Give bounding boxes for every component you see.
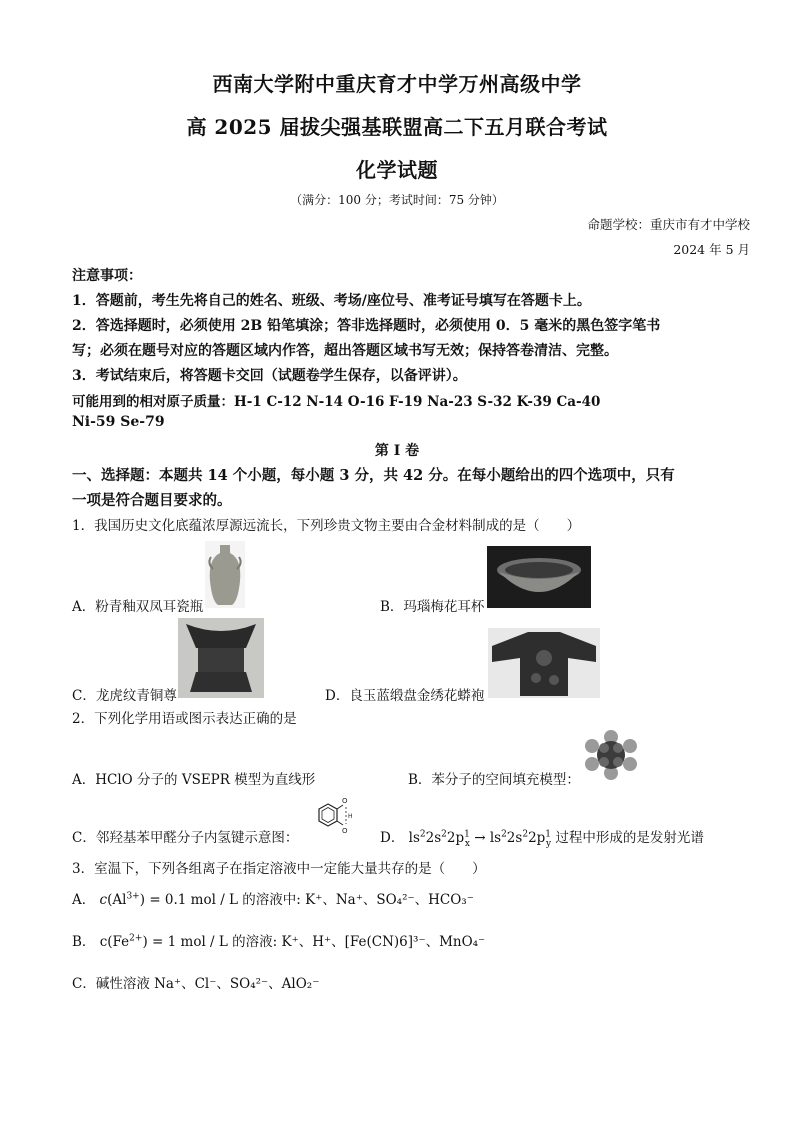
school-title: 西南大学附中重庆育才中学万州高级中学 xyxy=(212,72,582,96)
q1-option-b: B．玛瑙梅花耳杯 xyxy=(380,599,485,615)
q3-option-a xyxy=(72,888,474,908)
q3-option-b-condition: = 1 mol / L 的溶液: xyxy=(152,934,278,950)
q3-option-c: C．碱性溶液 Na⁺、Cl⁻、SO₄²⁻、AlO₂⁻ xyxy=(72,976,320,992)
notice-item-2a: 2．答选择题时，必须使用 2B 铅笔填涂；答非选择题时，必须使用 0．5 毫米的黑色签字笔书 xyxy=(72,318,661,334)
svg-text:H: H xyxy=(348,813,353,820)
q1-option-d: D．良玉蓝缎盘金绣花蟒袍 xyxy=(325,688,485,704)
notice-item-2b: 写；必须在题号对应的答题区域内作答，超出答题区域书写无效；保持答卷清洁、完整。 xyxy=(72,343,618,359)
porcelain-vase-image xyxy=(205,541,245,608)
atomic-masses: 可能用到的相对原子质量：H-1 C-12 N-14 O-16 F-19 Na-23 S-32 K-39 Ca-40 xyxy=(72,394,601,410)
exam-date: 2024 年 5 月 xyxy=(673,242,750,257)
q3-option-a-ions: K⁺、Na⁺、SO₄²⁻、HCO₃⁻ xyxy=(305,892,474,908)
q1-option-c: C．龙虎纹青铜尊 xyxy=(72,688,177,704)
q3-option-b-label: B． xyxy=(72,934,96,950)
q3-option-a-condition: = 0.1 mol / L 的溶液中: xyxy=(149,892,301,908)
q2-option-d xyxy=(380,826,704,849)
notice-item-1: 1．答题前，考生先将自己的姓名、班级、考场/座位号、准考证号填写在答题卡上。 xyxy=(72,293,591,309)
q2-option-a: A．HClO 分子的 VSEPR 模型为直线形 xyxy=(72,772,316,788)
volume-label: 第 I 卷 xyxy=(374,443,420,459)
q2-stem: 2．下列化学用语或图示表达正确的是 xyxy=(72,711,297,727)
score-time: （满分：100 分；考试时间：75 分钟） xyxy=(290,193,504,207)
electron-config-transition: $ls^22s^22p^1_x \to ls^22s^22p^1_y$ xyxy=(408,829,552,849)
svg-text:O: O xyxy=(342,827,348,835)
q1-stem: 1．我国历史文化底蕴浓厚源远流长，下列珍贵文物主要由合金材料制成的是（ ） xyxy=(72,518,581,534)
exam-title: 高 2025 届拔尖强基联盟高二下五月联合考试 xyxy=(186,115,608,139)
q2-option-d-label: D． xyxy=(380,830,405,846)
dragon-robe-image xyxy=(488,628,600,698)
part1-heading-cont: 一项是符合题目要求的。 xyxy=(72,492,232,509)
notice-heading: 注意事项： xyxy=(72,268,142,284)
q3-option-a-label: A． xyxy=(72,892,96,908)
benzene-space-filling-model xyxy=(584,730,638,780)
o-hydroxybenzaldehyde-structure xyxy=(311,793,357,841)
notice-item-3: 3．考试结束后，将答题卡交回（试题卷学生保存，以备评讲）。 xyxy=(72,368,467,384)
q2-option-d-tail: 过程中形成的是发射光谱 xyxy=(555,830,704,846)
part1-heading: 一、选择题：本题共 14 个小题，每小题 3 分，共 42 分。在每小题给出的四个选项中，只有 xyxy=(72,467,675,484)
setter-school: 命题学校：重庆市有才中学校 xyxy=(587,217,750,232)
fe-ion-concentration: $c(Fe^{2+})$ xyxy=(99,933,148,950)
atomic-masses-cont: Ni-59 Se-79 xyxy=(72,414,165,430)
q1-option-a: A．粉青釉双凤耳瓷瓶 xyxy=(72,599,204,615)
q2-option-b: B．苯分子的空间填充模型： xyxy=(408,772,580,788)
q3-option-b xyxy=(72,930,485,950)
q2-option-c: C．邻羟基苯甲醛分子内氢键示意图： xyxy=(72,830,299,846)
svg-text:O: O xyxy=(342,797,348,805)
al-ion-concentration: $c(Al^{3+})$ xyxy=(99,891,146,908)
agate-cup-image xyxy=(487,546,591,608)
subject-title: 化学试题 xyxy=(356,158,438,182)
q3-option-b-ions: K⁺、H⁺、[Fe(CN)6]³⁻、MnO₄⁻ xyxy=(281,934,486,950)
bronze-zun-image xyxy=(178,618,264,698)
q3-stem: 3．室温下，下列各组离子在指定溶液中一定能大量共存的是（ ） xyxy=(72,861,486,877)
